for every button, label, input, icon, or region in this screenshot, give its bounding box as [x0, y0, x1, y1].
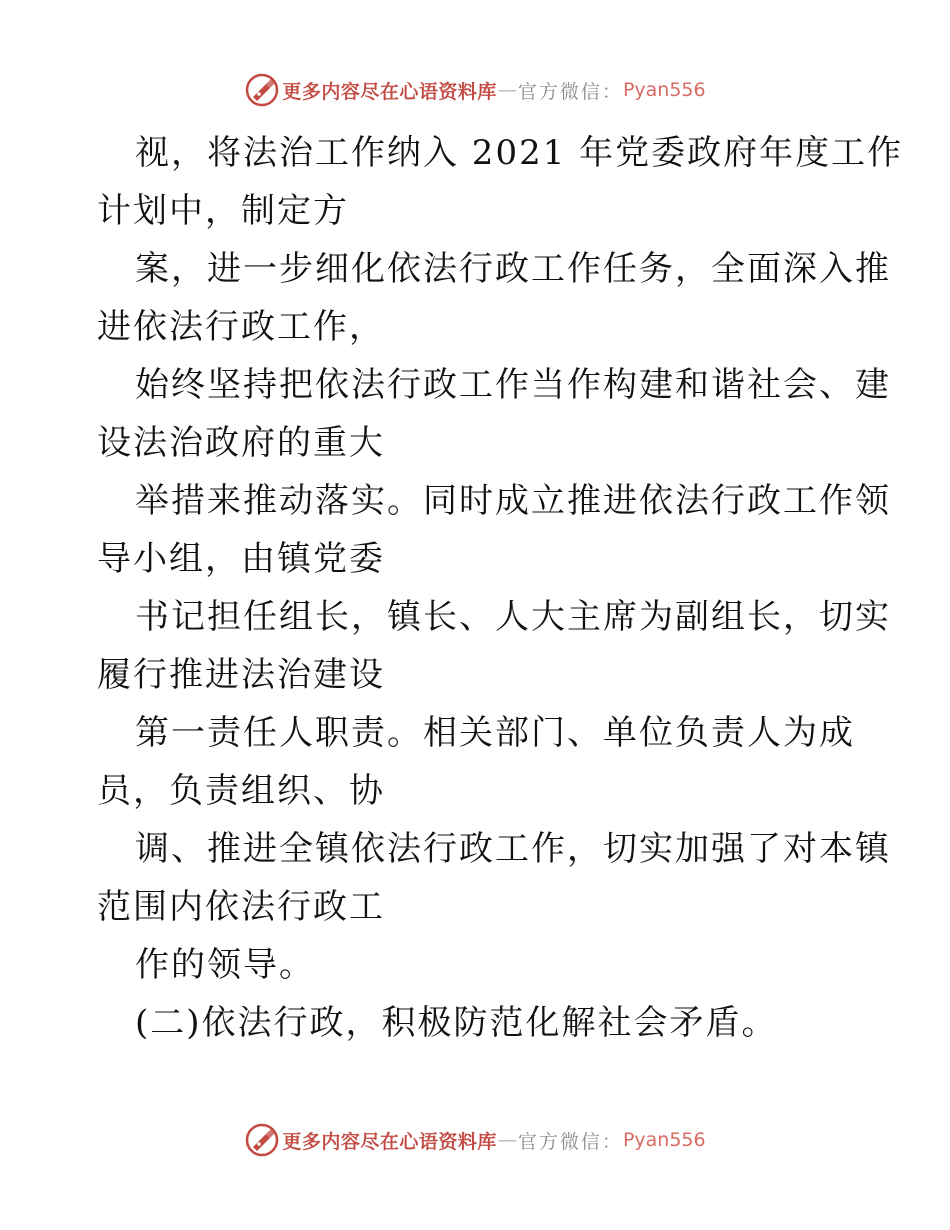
section-heading: (二)依法行政，积极防范化解社会矛盾。 — [135, 1003, 778, 1043]
banner-wechat-id: Pyan556 — [622, 1129, 706, 1151]
banner-dash: — — [497, 1129, 517, 1151]
banner-dash: — — [497, 79, 517, 101]
banner-main-text: 更多内容尽在心语资料库 — [282, 80, 497, 103]
body-line: 计划中，制定方 — [97, 191, 349, 231]
document-body — [97, 124, 904, 1052]
body-line: 进依法行政工作， — [97, 307, 385, 347]
banner-wechat-id: Pyan556 — [622, 79, 706, 101]
footer-watermark-banner — [0, 1120, 950, 1160]
body-line: 案，进一步细化依法行政工作任务，全面深入推 — [135, 249, 891, 289]
banner-label: 官方微信： — [517, 1130, 623, 1153]
body-line: 范围内依法行政工 — [97, 887, 385, 927]
pen-nib-logo-icon — [244, 72, 280, 108]
banner-main-text: 更多内容尽在心语资料库 — [282, 1130, 497, 1153]
body-line: 举措来推动落实。同时成立推进依法行政工作领 — [135, 481, 891, 521]
body-line: 设法治政府的重大 — [97, 423, 385, 463]
pen-nib-logo-icon — [244, 1122, 280, 1158]
body-line: 第一责任人职责。相关部门、单位负责人为成 — [135, 713, 855, 753]
body-line: 调、推进全镇依法行政工作，切实加强了对本镇 — [135, 829, 891, 869]
body-line: 作的领导。 — [135, 945, 315, 985]
body-line: 导小组，由镇党委 — [97, 539, 385, 579]
body-line: 书记担任组长，镇长、人大主席为副组长，切实 — [135, 597, 891, 637]
body-line: 始终坚持把依法行政工作当作构建和谐社会、建 — [135, 365, 891, 405]
header-watermark-banner — [0, 70, 950, 110]
body-line: 视，将法治工作纳入 2021 年党委政府年度工作 — [135, 133, 904, 173]
banner-label: 官方微信： — [517, 80, 623, 103]
body-line: 履行推进法治建设 — [97, 655, 385, 695]
body-line: 员，负责组织、协 — [97, 771, 385, 811]
